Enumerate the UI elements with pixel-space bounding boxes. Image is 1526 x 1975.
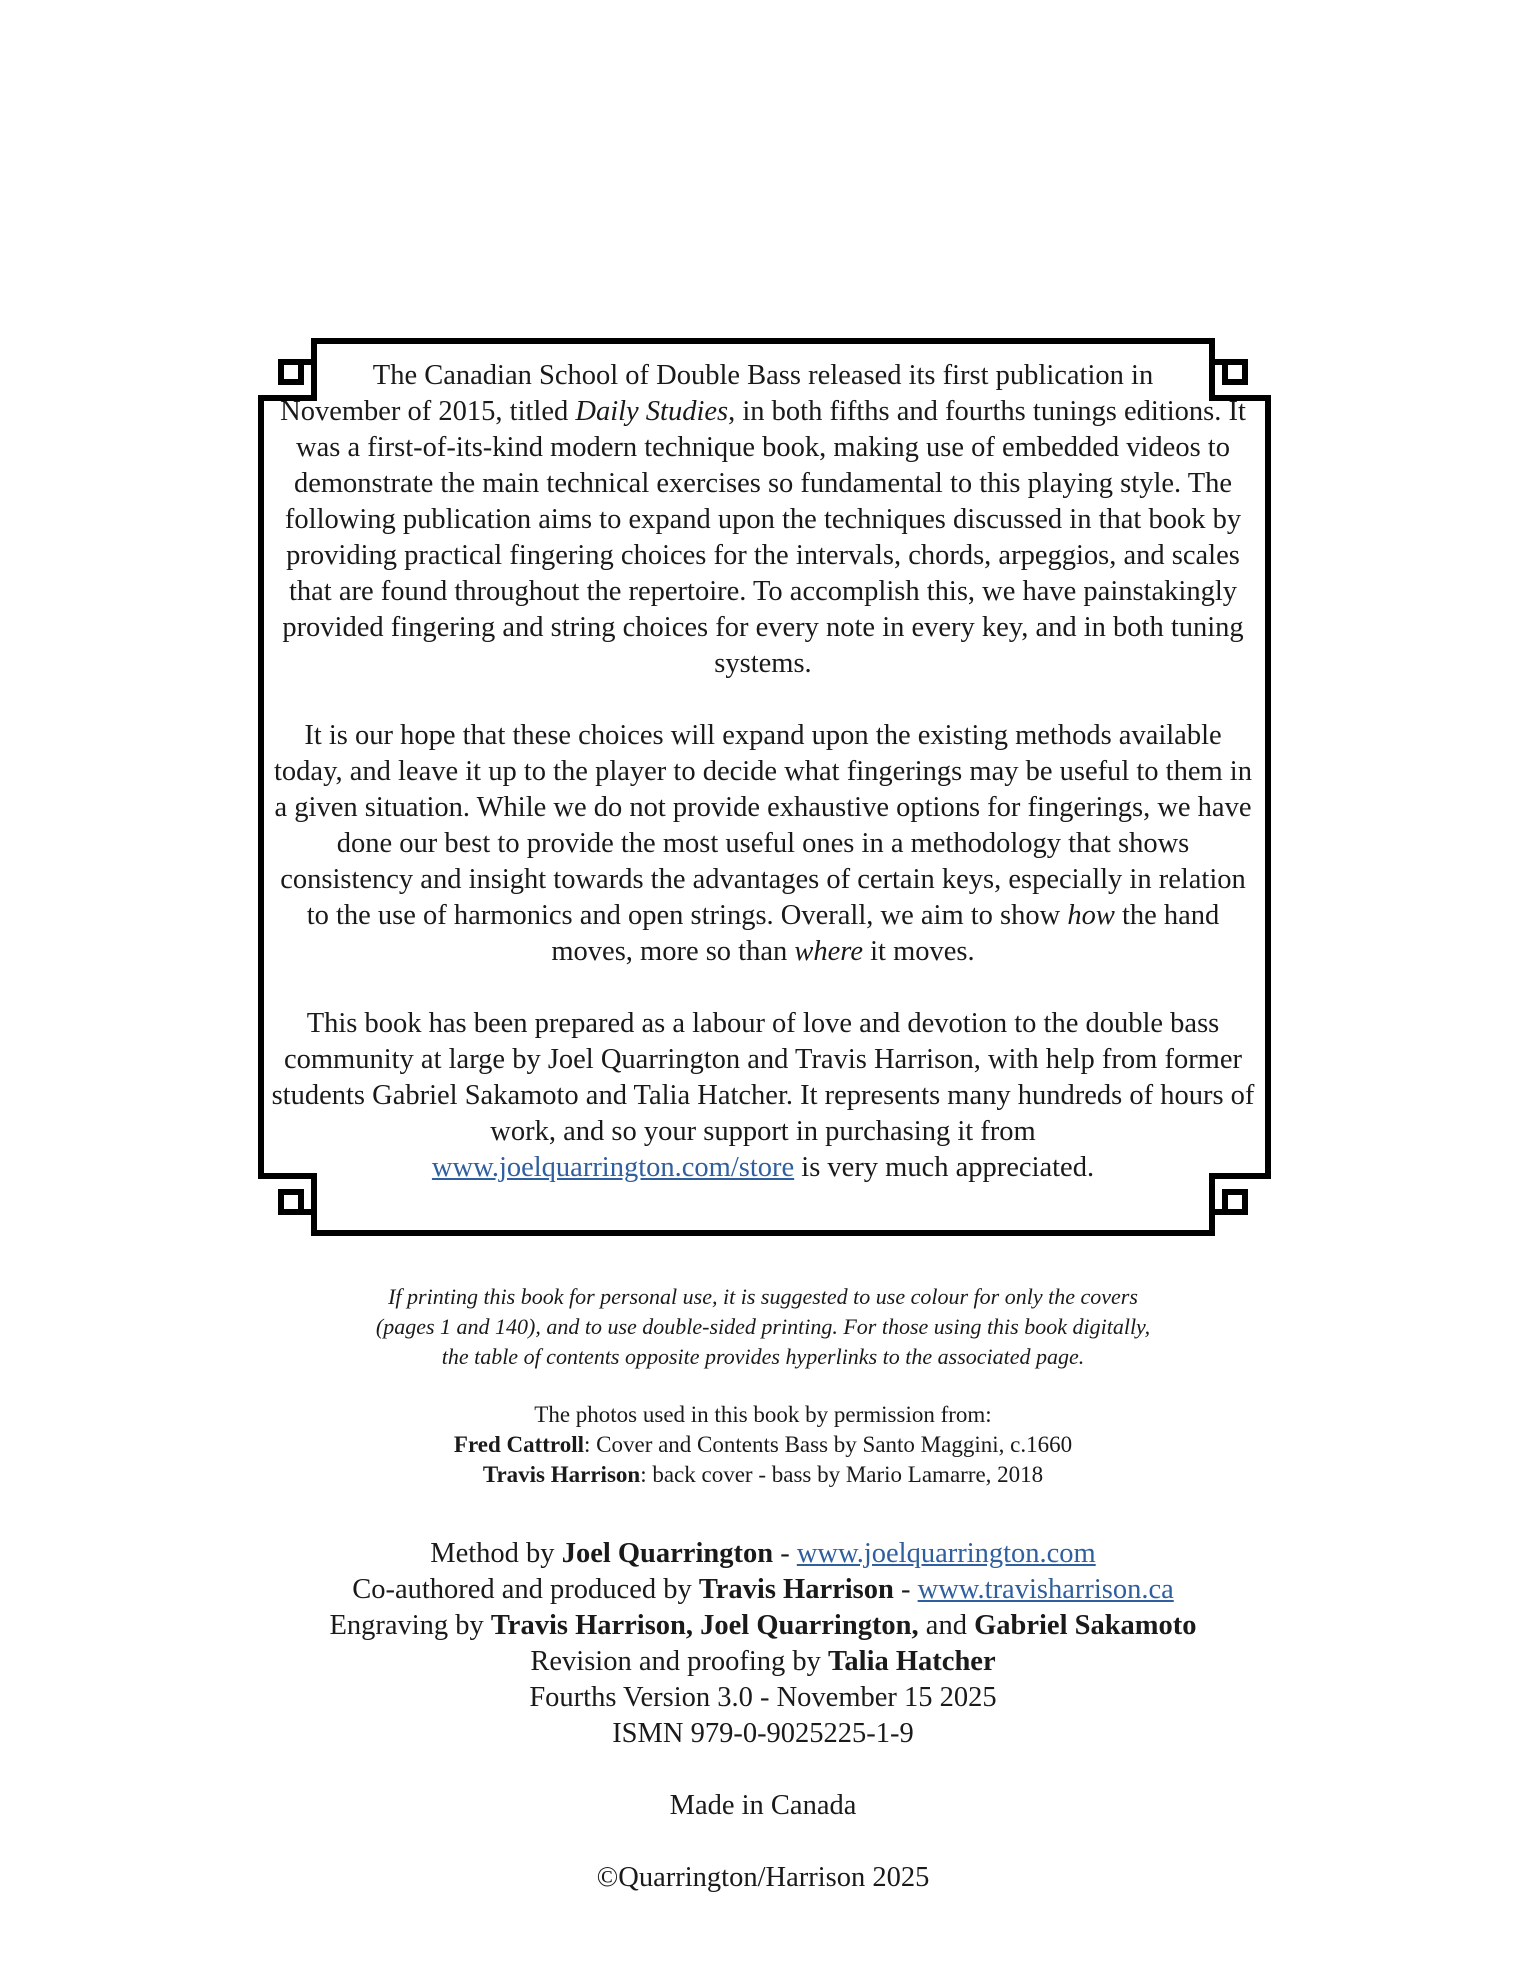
- photo-credit-1: [300, 1430, 1226, 1460]
- copyright-line: ©Quarrington/Harrison 2025: [596, 1862, 930, 1893]
- coauthor-line: [200, 1572, 1326, 1608]
- intro-paragraph-3: [268, 1006, 1258, 1186]
- emphasis-how: how: [1067, 900, 1115, 931]
- coauthor-prefix: Co-authored and produced by: [352, 1574, 699, 1605]
- intro-p1-before-title: November of 2015, titled: [280, 396, 576, 427]
- printing-note-line-1: If printing this book for personal use, it is suggested to use colour for only the covers: [388, 1284, 1138, 1309]
- corner-bottom-right: [1212, 1192, 1245, 1212]
- intro-p1-after-title: , in both fifths and fourths tunings editions. It was a first-of-its-kind modern technique book, making use of embedded videos to demonstrate the main technical exercises so fundamental to this playing style. The following publication aims to expand upon the techniques discussed in that book by providing practical fingering choices for the intervals, chords, arpeggios, and scales that are found throughout the repertoire. To accomplish this, we have painstakingly provided fingering and string choices for every note in every key, and in both tuning systems.: [282, 396, 1246, 679]
- photo-credit-1-name: Fred Cattroll: [453, 1432, 584, 1457]
- coauthor-separator: -: [893, 1574, 918, 1605]
- travisharrison-link[interactable]: www.travisharrison.ca: [917, 1574, 1174, 1605]
- revision-name: Talia Hatcher: [828, 1646, 996, 1677]
- intro-paragraph-2: [268, 718, 1258, 970]
- method-line: [200, 1536, 1326, 1572]
- photo-credits-heading: The photos used in this book by permission from:: [534, 1402, 992, 1427]
- version-line: Fourths Version 3.0 - November 15 2025: [529, 1682, 997, 1713]
- intro-paragraph-1: [268, 358, 1258, 682]
- book-info: [200, 1536, 1326, 1896]
- joelquarrington-link[interactable]: www.joelquarrington.com: [796, 1538, 1096, 1569]
- intro-p3-end: is very much appreciated.: [794, 1152, 1095, 1183]
- method-separator: -: [773, 1538, 797, 1569]
- photo-credit-2: [300, 1460, 1226, 1490]
- store-link[interactable]: www.joelquarrington.com/store: [431, 1152, 795, 1183]
- engraving-line: [200, 1608, 1326, 1644]
- ismn-line: ISMN 979-0-9025225-1-9: [612, 1718, 914, 1749]
- intro-p3-text: This book has been prepared as a labour of love and devotion to the double bass community at large by Joel Quarrington and Travis Harrison, with help from former students Gabriel Sakamoto and Talia Hatcher. It represents many hundreds of hours of work, and so your support in purchasing it from: [271, 1008, 1255, 1147]
- engraving-and: and: [918, 1610, 975, 1641]
- revision-prefix: Revision and proofing by: [530, 1646, 829, 1677]
- printing-note-line-2: (pages 1 and 140), and to use double-sided printing. For those using this book digitally,: [375, 1314, 1151, 1339]
- corner-bottom-left: [281, 1192, 314, 1212]
- intro-p1-line1: The Canadian School of Double Bass released its first publication in: [372, 360, 1154, 391]
- printing-note-line-3: the table of contents opposite provides hyperlinks to the associated page.: [441, 1344, 1085, 1369]
- book-title-daily-studies: Daily Studies: [575, 396, 729, 427]
- method-author: Joel Quarrington: [561, 1538, 774, 1569]
- intro-p2-end: it moves.: [862, 936, 975, 967]
- photo-credit-2-text: : back cover - bass by Mario Lamarre, 2018: [640, 1462, 1044, 1487]
- printing-note: [300, 1282, 1226, 1372]
- intro-text: [268, 358, 1258, 1186]
- emphasis-where: where: [794, 936, 863, 967]
- engraving-prefix: Engraving by: [329, 1610, 491, 1641]
- photo-credits: [300, 1400, 1226, 1490]
- revision-line: [200, 1644, 1326, 1680]
- method-prefix: Method by: [430, 1538, 562, 1569]
- intro-p2-text: It is our hope that these choices will expand upon the existing methods available today, and leave it up to the player to decide what fingerings may be useful to them in a given situation. While we do not provide exhaustive options for fingerings, we have done our best to provide the most useful ones in a methodology that shows consistency and insight towards the advantages of certain keys, especially in relation to the use of harmonics and open strings. Overall, we aim to show: [274, 720, 1252, 931]
- photo-credit-2-name: Travis Harrison: [482, 1462, 641, 1487]
- engraving-names: Travis Harrison, Joel Quarrington,: [490, 1610, 919, 1641]
- made-in-line: Made in Canada: [669, 1790, 857, 1821]
- engraving-last-name: Gabriel Sakamoto: [974, 1610, 1197, 1641]
- photo-credit-1-text: : Cover and Contents Bass by Santo Maggini, c.1660: [584, 1432, 1073, 1457]
- coauthor-name: Travis Harrison: [698, 1574, 894, 1605]
- intro-p2-between: the hand moves, more so than: [551, 900, 1220, 967]
